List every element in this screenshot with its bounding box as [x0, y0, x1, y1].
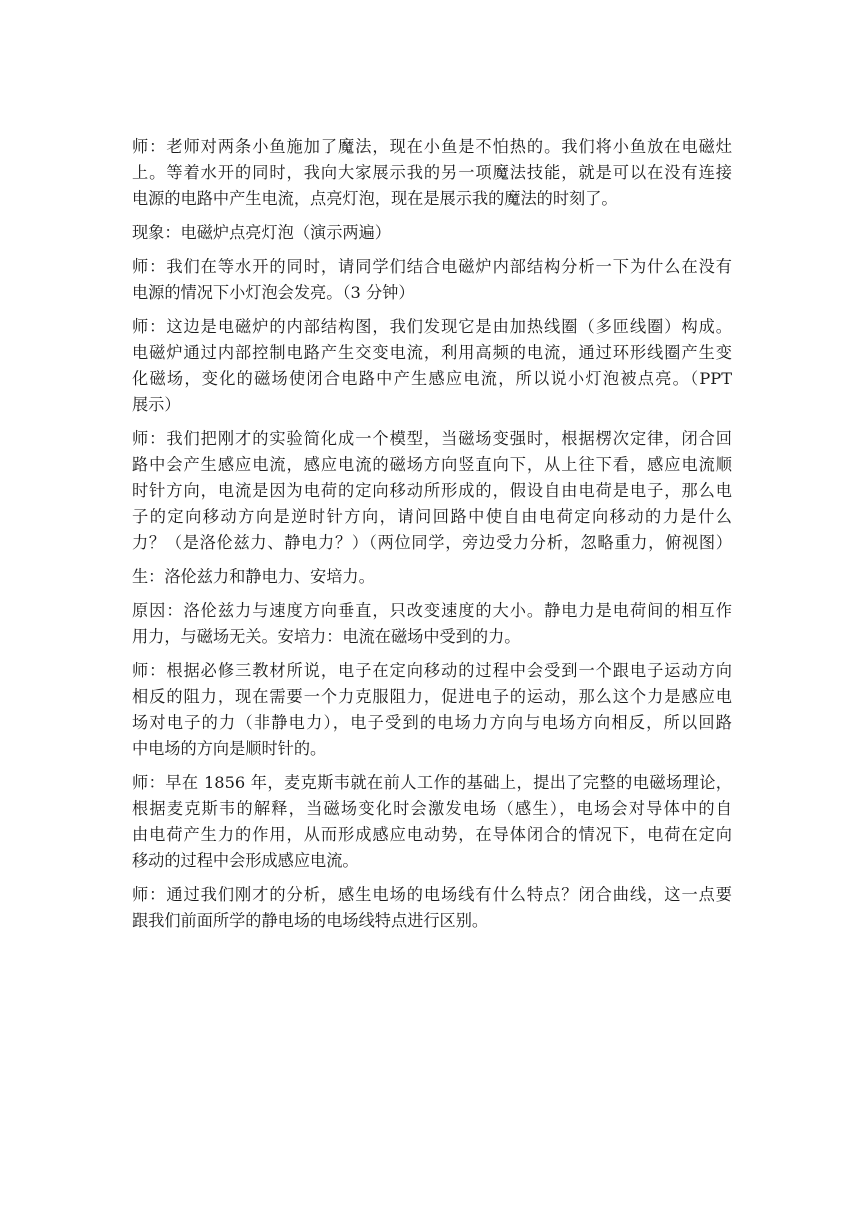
text-line: 中电场的方向是顺时针的。 — [132, 739, 327, 758]
text-line: 师：根据必修三教材所说，电子在定向移动的过程中会受到一个跟电子运动方向 — [132, 661, 732, 680]
text-line: 场对电子的力（非静电力），电子受到的电场力方向与电场方向相反，所以回路 — [132, 713, 732, 732]
text-line: 原因：洛伦兹力与速度方向垂直，只改变速度的大小。静电力是电荷间的相互作 — [132, 601, 732, 620]
text-line: 师：通过我们刚才的分析，感生电场的电场线有什么特点？闭合曲线，这一点要 — [132, 885, 732, 904]
paragraph-question — [132, 254, 732, 306]
paragraph-textbook — [132, 658, 732, 762]
text-line: 化磁场，变化的磁场使闭合电路中产生感应电流，所以说小灯泡被点亮。（PPT — [132, 369, 732, 388]
paragraph-model — [132, 426, 732, 556]
text-line: 路中会产生感应电流，感应电流的磁场方向竖直向下，从上往下看，感应电流顺 — [132, 455, 732, 474]
text-line: 师：早在 1856 年，麦克斯韦就在前人工作的基础上，提出了完整的电磁场理论， — [132, 773, 732, 792]
text-line: 力？（是洛伦兹力、静电力？）（两位同学，旁边受力分析，忽略重力，俯视图） — [132, 533, 732, 552]
text-line: 移动的过程中会形成感应电流。 — [132, 851, 359, 870]
text-line: 师：我们在等水开的同时，请同学们结合电磁炉内部结构分析一下为什么在没有 — [132, 257, 732, 276]
paragraph-maxwell — [132, 770, 732, 874]
text-line: 由电荷产生力的作用，从而形成感应电动势，在导体闭合的情况下，电荷在定向 — [132, 825, 732, 844]
text-line: 展示） — [132, 395, 181, 414]
paragraph-structure — [132, 314, 732, 418]
text-line: 电源的电路中产生电流，点亮灯泡，现在是展示我的魔法的时刻了。 — [132, 189, 618, 208]
paragraph-field-lines — [132, 882, 732, 934]
text-line: 电磁炉通过内部控制电路产生交变电流，利用高频的电流，通过环形线圈产生变 — [132, 343, 732, 362]
text-line: 根据麦克斯韦的解释，当磁场变化时会激发电场（感生），电场会对导体中的自 — [132, 799, 732, 818]
text-line: 用力，与磁场无关。安培力：电流在磁场中受到的力。 — [132, 627, 521, 646]
text-line: 生：洛伦兹力和静电力、安培力。 — [132, 567, 375, 586]
text-line: 师：老师对两条小鱼施加了魔法，现在小鱼是不怕热的。我们将小鱼放在电磁灶 — [132, 137, 732, 156]
paragraph-magic-fish — [132, 134, 732, 212]
text-line: 子的定向移动方向是逆时针方向，请问回路中使自由电荷定向移动的力是什么 — [132, 507, 732, 526]
text-line: 师：我们把刚才的实验简化成一个模型，当磁场变强时，根据楞次定律，闭合回 — [132, 429, 732, 448]
text-line: 跟我们前面所学的静电场的电场线特点进行区别。 — [132, 911, 489, 930]
document-body — [132, 134, 732, 942]
text-line: 时针方向，电流是因为电荷的定向移动所形成的，假设自由电荷是电子，那么电 — [132, 481, 732, 500]
text-line: 现象：电磁炉点亮灯泡（演示两遍） — [132, 223, 391, 242]
paragraph-reason — [132, 598, 732, 650]
text-line: 电源的情况下小灯泡会发亮。（3 分钟） — [132, 283, 415, 302]
text-line: 师：这边是电磁炉的内部结构图，我们发现它是由加热线圈（多匝线圈）构成。 — [132, 317, 732, 336]
paragraph-student-answer — [132, 564, 732, 590]
paragraph-phenomenon — [132, 220, 732, 246]
text-line: 相反的阻力，现在需要一个力克服阻力，促进电子的运动，那么这个力是感应电 — [132, 687, 732, 706]
text-line: 上。等着水开的同时，我向大家展示我的另一项魔法技能，就是可以在没有连接 — [132, 163, 732, 182]
